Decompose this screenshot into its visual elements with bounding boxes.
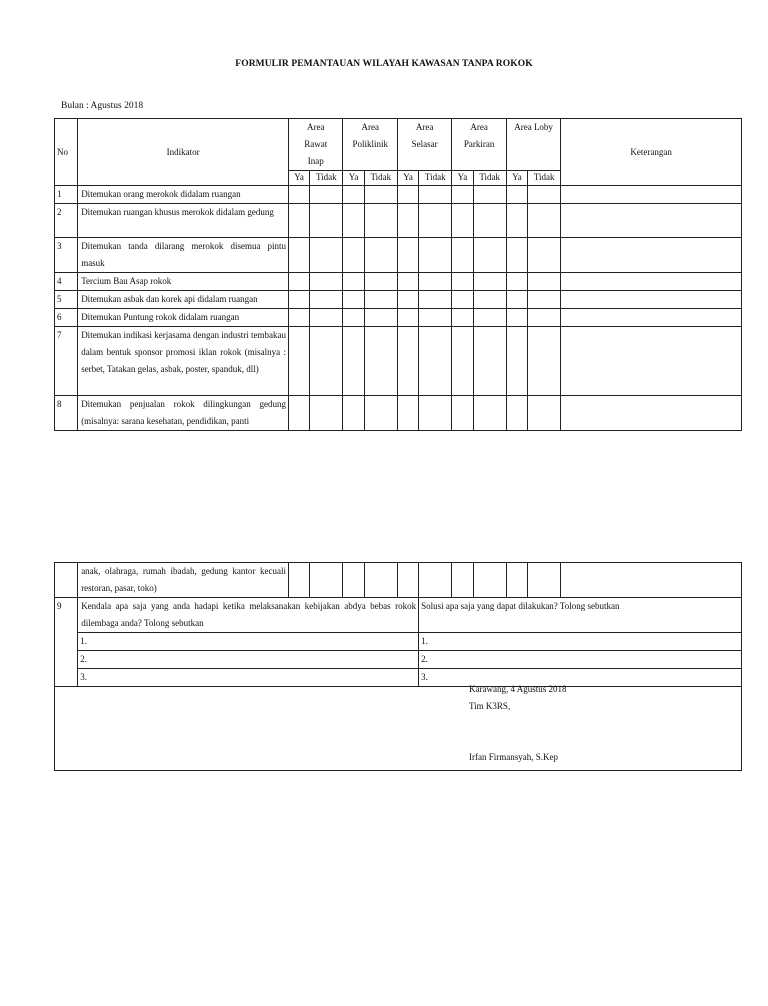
form-title: FORMULIR PEMANTAUAN WILAYAH KAWASAN TANPA ROKOK [235,59,533,69]
row-no: 4 [55,273,78,291]
header-tidak: Tidak [419,171,452,186]
header-keterangan: Keterangan [561,119,742,186]
area-line: Area [415,122,434,132]
row-indikator: Ditemukan Puntung rokok didalam ruangan [78,309,289,327]
signature-place-date: Karawang, 4 Agustus 2018 [469,684,567,694]
area-line: Area Loby [514,122,553,132]
table-row [55,186,742,204]
row-indikator: Ditemukan tanda dilarang merokok disemua pintu masuk [78,238,289,273]
row-indikator: Ditemukan asbak dan korek api didalam ruangan [78,291,289,309]
row-no: 1 [55,186,78,204]
area-line: Parkiran [463,139,495,149]
header-ya: Ya [289,171,310,186]
kendala-item: 3. [78,669,419,687]
kendala-item: 2. [78,651,419,669]
signature-cell [55,687,742,771]
row-no: 2 [55,204,78,238]
header-tidak: Tidak [310,171,343,186]
header-area-parkiran [452,119,506,171]
header-area-poliklinik [343,119,397,171]
table-row [55,309,742,327]
table-row [55,273,742,291]
question-kendala: Kendala apa saja yang anda hadapi ketika melaksanakan kebijakan abdya bebas rokok dilembaga anda? Tolong sebutkan [78,598,419,633]
row-indikator: Ditemukan indikasi kerjasama dengan industri tembakau dalam bentuk sponsor promosi iklan rokok (misalnya : serbet, Tatakan gelas, asbak, poster, spanduk, dll) [78,327,289,396]
row-no: 6 [55,309,78,327]
table-row [55,204,742,238]
header-ya: Ya [506,171,527,186]
header-ya: Ya [397,171,418,186]
month-label: Bulan : Agustus 2018 [61,101,144,111]
row-indikator: Ditemukan orang merokok didalam ruangan [78,186,289,204]
solusi-item: 1. [419,633,742,651]
row-indikator-continued: anak, olahraga, rumah ibadah, gedung kantor kecuali restoran, pasar, toko) [78,563,289,598]
row-no: 8 [55,396,78,431]
signature-name: Irfan Firmansyah, S.Kep [469,752,558,762]
table-row [55,291,742,309]
area-line: Inap [307,156,324,166]
area-line: Area [361,122,379,132]
row-no: 3 [55,238,78,273]
monitoring-table [54,118,742,431]
area-line: Area [306,122,325,132]
header-area-selasar [397,119,451,171]
area-line: Poliklinik [352,139,388,149]
row-indikator: Ditemukan ruangan khusus merokok didalam gedung [78,204,289,238]
table-row [55,598,742,633]
solusi-item: 2. [419,651,742,669]
solusi-item: 3. [419,669,742,687]
header-tidak: Tidak [364,171,397,186]
row-no: 9 [55,598,78,687]
header-indikator: Indikator [78,119,289,186]
header-ya: Ya [343,171,364,186]
header-area-rawat-inap [289,119,343,171]
question-solusi: Solusi apa saja yang dapat dilakukan? Tolong sebutkan [419,598,742,633]
area-line: Area [470,122,488,132]
area-line: Rawat [304,139,328,149]
area-line: Selasar [411,139,438,149]
header-ya: Ya [452,171,473,186]
monitoring-table-continued [54,562,742,771]
table-row [55,238,742,273]
row-indikator: Ditemukan penjualan rokok dilingkungan gedung (misalnya: sarana kesehatan, pendidikan, panti [78,396,289,431]
table-row [55,563,742,598]
header-no: No [55,119,78,186]
table-row [55,327,742,396]
table-row [55,396,742,431]
signature-team: Tim K3RS, [469,701,511,711]
header-tidak: Tidak [528,171,561,186]
row-indikator: Tercium Bau Asap rokok [78,273,289,291]
kendala-item: 1. [78,633,419,651]
row-no: 5 [55,291,78,309]
header-area-loby [506,119,560,171]
header-tidak: Tidak [473,171,506,186]
row-no: 7 [55,327,78,396]
